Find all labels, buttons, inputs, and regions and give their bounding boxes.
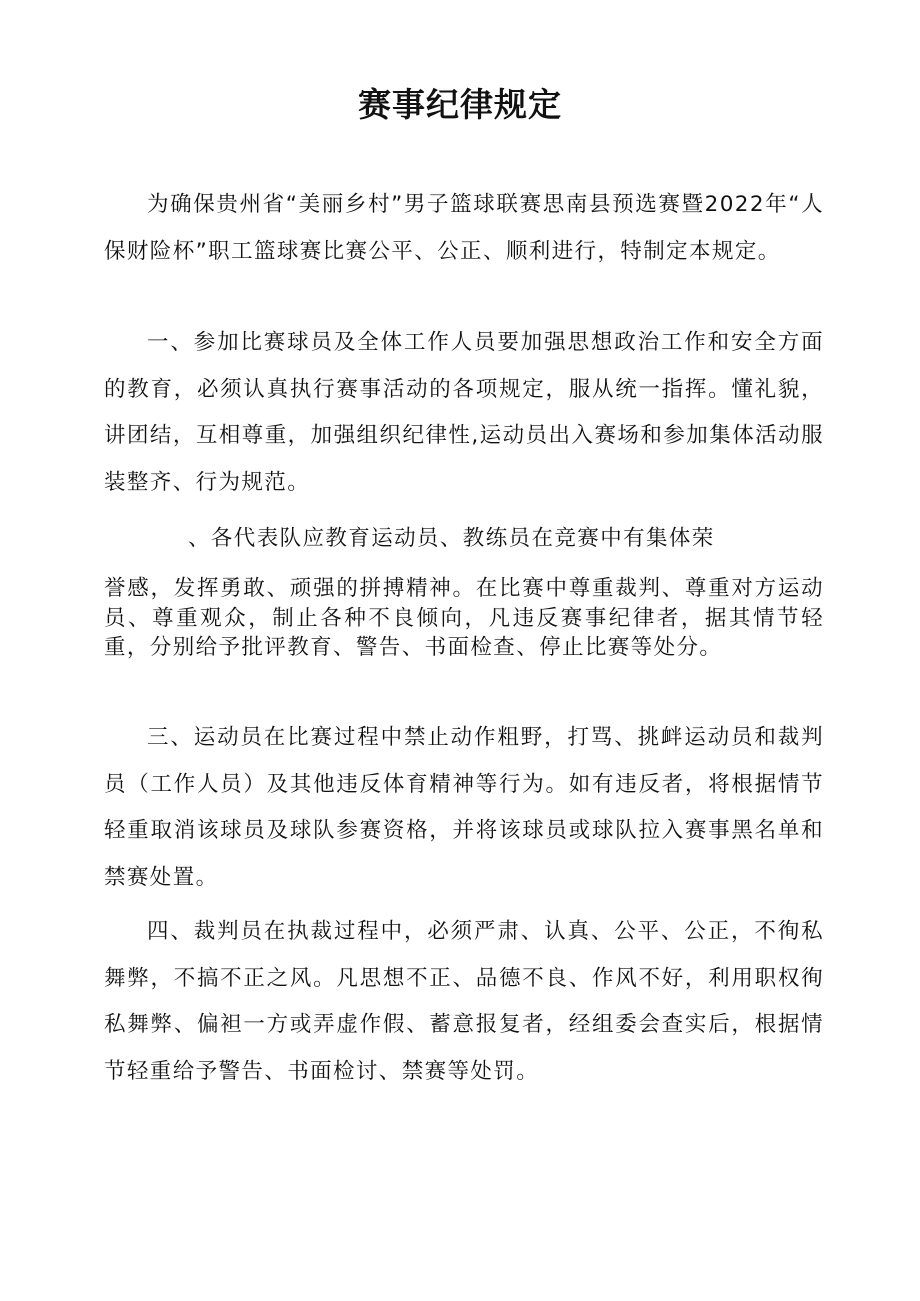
paragraph-rule-one: 一、参加比赛球员及全体工作人员要加强思想政治工作和安全方面的教育，必须认真执行赛事活动的各项规定，服从统一指挥。懂礼貌，讲团结，互相尊重，加强组织纪律性,运动员出入赛场和参加集体活动服装整齐、行为规范。 (104, 330, 824, 495)
paragraph-rule-two-body: 誉感，发挥勇敢、顽强的拼搏精神。在比赛中尊重裁判、尊重对方运动员、尊重观众，制止各种不良倾向，凡违反赛事纪律者，据其情节轻重，分别给予批评教育、警告、书面检查、停止比赛等处分。 (104, 576, 824, 660)
paragraph-rule-three: 三、运动员在比赛过程中禁止动作粗野，打骂、挑衅运动员和裁判员（工作人员）及其他违反体育精神等行为。如有违反者，将根据情节轻重取消该球员及球队参赛资格，并将该球员或球队拉入赛事黑名单和禁赛处置。 (104, 725, 824, 890)
paragraph-rule-four: 四、裁判员在执裁过程中，必须严肃、认真、公平、公正，不徇私舞弊，不搞不正之风。凡思想不正、品德不良、作风不好，利用职权徇私舞弊、偏袒一方或弄虚作假、蓄意报复者，经组委会查实后，根据情节轻重给予警告、书面检讨、禁赛等处罚。 (104, 919, 824, 1084)
paragraph-rule-two-first-line: 、各代表队应教育运动员、教练员在竞赛中有集体荣 (188, 526, 715, 551)
paragraph-intro: 为确保贵州省“美丽乡村”男子篮球联赛思南县预选赛暨2022年“人保财险杯”职工篮球赛比赛公平、公正、顺利进行，特制定本规定。 (104, 192, 824, 264)
document-title: 赛事纪律规定 (358, 85, 562, 124)
